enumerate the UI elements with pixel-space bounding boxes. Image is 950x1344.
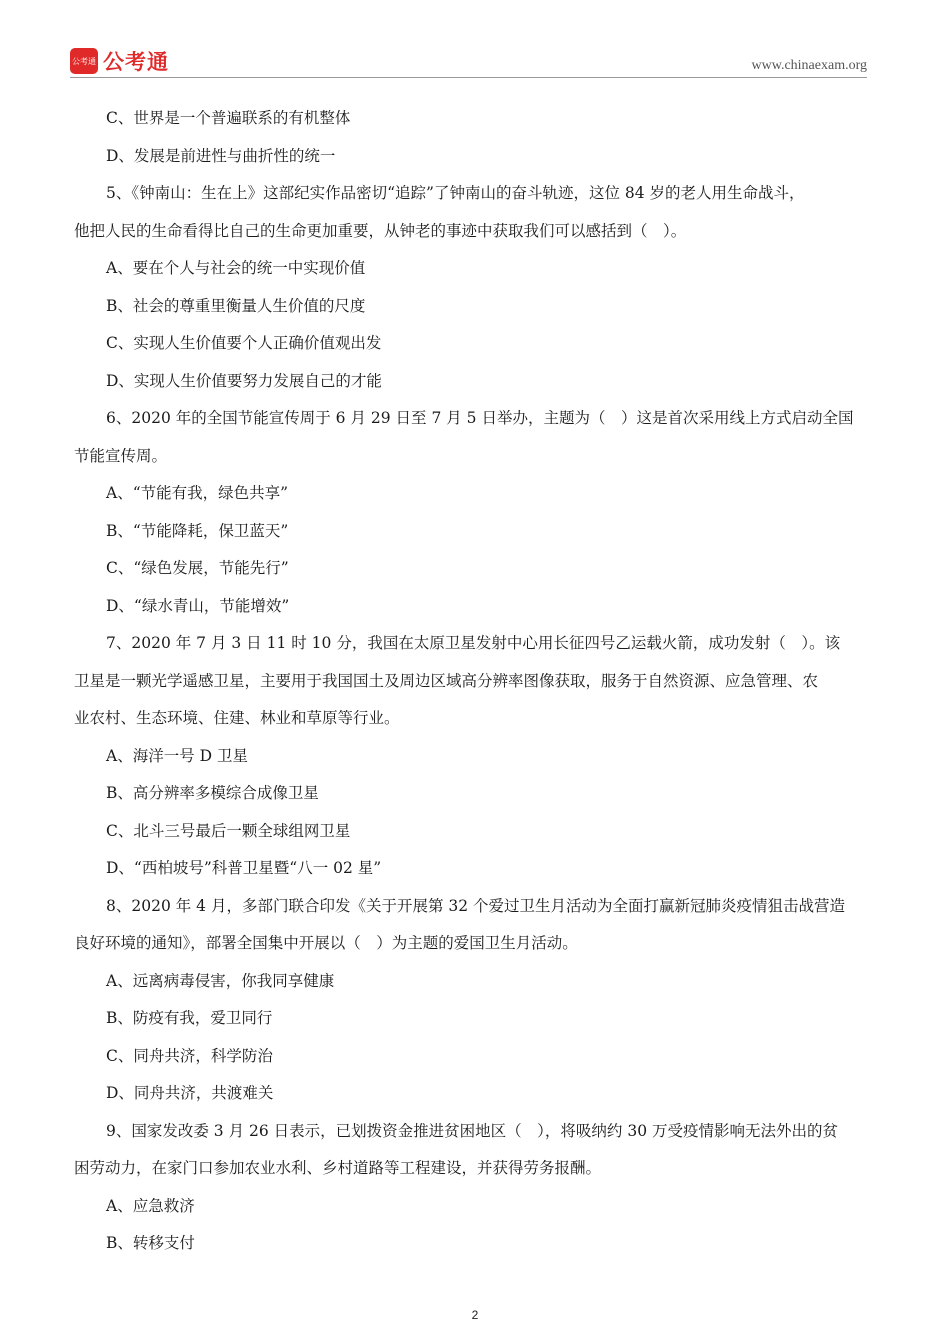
answer-option: A、远离病毒侵害，你我同享健康 [106,971,335,990]
answer-option: B、社会的尊重里衡量人生价值的尺度 [106,296,366,315]
answer-option: D、“西柏坡号”科普卫星暨“八一 02 星” [106,859,382,877]
page-number: 2 [471,1308,479,1322]
answer-option: A、要在个人与社会的统一中实现价值 [106,259,366,277]
answer-option: A、应急救济 [106,1196,195,1215]
answer-option: C、北斗三号最后一颗全球组网卫星 [106,821,351,840]
question-text: 6、2020 年的全国节能宣传周于 6 月 29 日至 7 月 5 日举办，主题为（ ）这是首次采用线上方式启动全国 [106,409,854,427]
page-header [0,0,950,80]
question-text-continued: 良好环境的通知》，部署全国集中开展以（ ）为主题的爱国卫生月活动。 [74,934,578,952]
question-text-continued: 困劳动力，在家门口参加农业水利、乡村道路等工程建设，并获得劳务报酬。 [74,1159,602,1177]
document-body [74,100,880,1263]
answer-option: C、世界是一个普遍联系的有机整体 [106,109,351,127]
answer-option: A、海洋一号 D 卫星 [106,746,248,765]
answer-option: D、发展是前进性与曲折性的统一 [106,146,336,165]
answer-option: B、高分辨率多模综合成像卫星 [106,784,319,802]
answer-option: D、“绿水青山，节能增效” [106,596,290,615]
answer-option: C、实现人生价值要个人正确价值观出发 [106,334,382,352]
logo-text: 公考通 [103,50,169,74]
answer-option: A、“节能有我，绿色共享” [106,484,289,502]
answer-option: C、同舟共济，科学防治 [106,1046,273,1065]
question-text-continued: 卫星是一颗光学遥感卫星，主要用于我国国土及周边区域高分辨率图像获取，服务于自然资源、应急管理、农 [74,671,819,690]
question-text-continued: 业农村、生态环境、住建、林业和草原等行业。 [74,709,400,727]
question-text-continued: 他把人民的生命看得比自己的生命更加重要，从钟老的事迹中获取我们可以感括到（ ）。 [74,221,687,240]
answer-option: B、防疫有我，爱卫同行 [106,1009,273,1027]
question-text: 8、2020 年 4 月，多部门联合印发《关于开展第 32 个爱过卫生月活动为全面打赢新冠肺炎疫情狙击战营造 [106,896,846,915]
logo-badge-icon: 公考通 [70,48,98,74]
answer-option: D、实现人生价值要努力发展自己的才能 [106,371,382,390]
answer-option: D、同舟共济，共渡难关 [106,1084,274,1102]
header-divider [70,77,867,78]
question-text: 7、2020 年 7 月 3 日 11 时 10 分，我国在太原卫星发射中心用长征四号乙运载火箭，成功发射（ ）。该 [106,634,841,652]
answer-option: B、转移支付 [106,1234,195,1252]
answer-option: B、“节能降耗，保卫蓝天” [106,521,289,540]
question-text: 5、《钟南山：生在上》这部纪实作品密切“追踪”了钟南山的奋斗轨迹，这位 84 岁的老人用生命战斗， [106,184,805,202]
question-text-continued: 节能宣传周。 [74,446,168,465]
question-text: 9、国家发改委 3 月 26 日表示，已划拨资金推进贫困地区（ ），将吸纳约 30 万受疫情影响无法外出的贫 [106,1121,838,1140]
answer-option: C、“绿色发展，节能先行” [106,559,289,577]
site-url[interactable]: www.chinaexam.org [751,58,867,73]
logo[interactable] [70,46,169,76]
